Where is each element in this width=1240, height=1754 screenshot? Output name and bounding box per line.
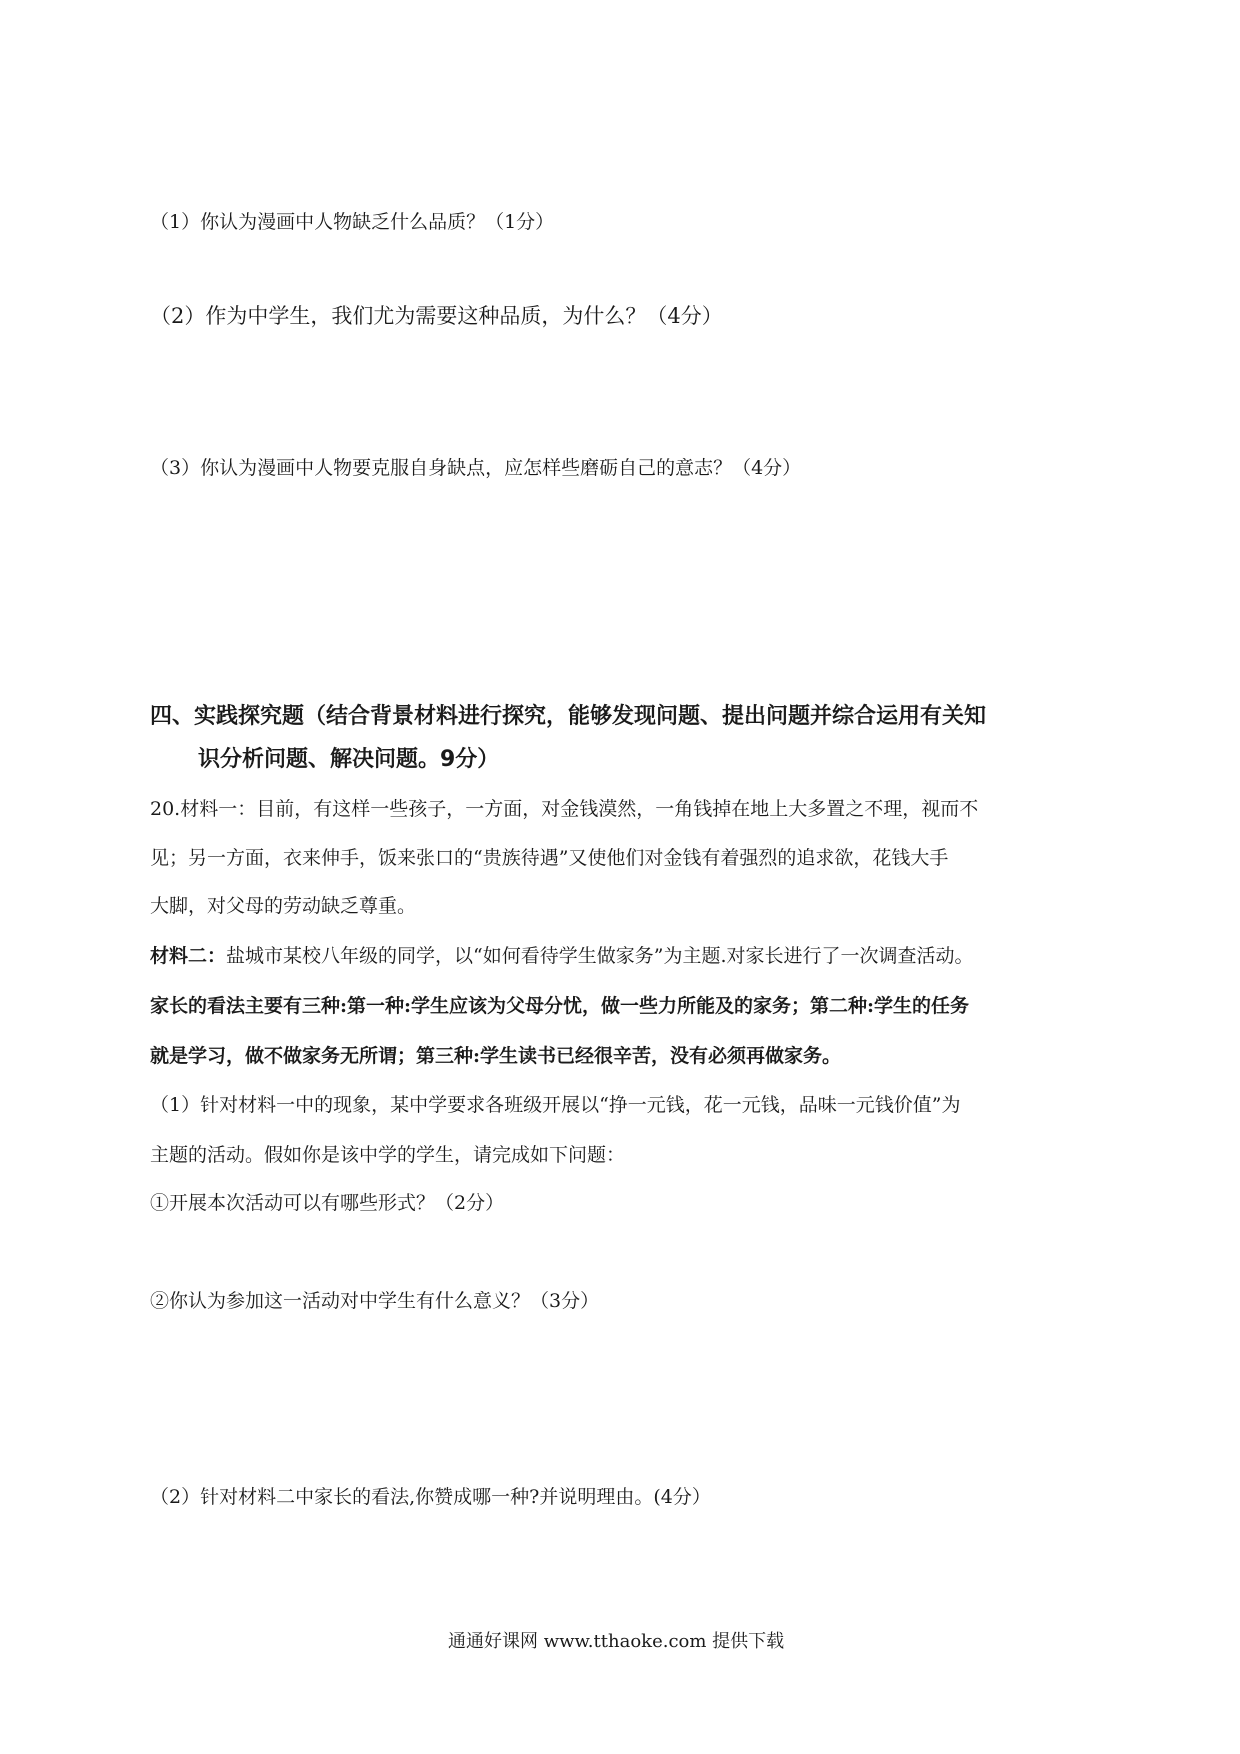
material-1-line-3: 大脚，对父母的劳动缺乏尊重。 <box>150 895 417 917</box>
material-1-line-1: 20.材料一：目前，有这样一些孩子，一方面，对金钱漠然，一角钱掉在地上大多置之不理，视而不 <box>150 798 979 820</box>
material-2-label: 材料二： <box>150 945 227 967</box>
footer-download-note: 通通好课网 www.tthaoke.com 提供下载 <box>448 1631 785 1652</box>
question-3: （3）你认为漫画中人物要克服自身缺点，应怎样些磨砺自己的意志？（4分） <box>150 457 802 479</box>
question-1: （1）你认为漫画中人物缺乏什么品质？（1分） <box>150 211 555 233</box>
sub-question-2: （2）针对材料二中家长的看法,你赞成哪一种?并说明理由。(4分） <box>150 1486 711 1508</box>
sub-question-1-b: ②你认为参加这一活动对中学生有什么意义？（3分） <box>150 1290 600 1312</box>
section-heading-line-2: 识分析问题、解决问题。9分） <box>198 747 500 772</box>
material-1-line-2: 见；另一方面，衣来伸手，饭来张口的“贵族待遇”又使他们对金钱有着强烈的追求欲，花钱大手 <box>150 847 949 869</box>
sub-question-1-line-1: （1）针对材料一中的现象，某中学要求各班级开展以“挣一元钱，花一元钱，品味一元钱价值”为 <box>150 1094 961 1116</box>
material-2-line-3: 就是学习，做不做家务无所谓；第三种:学生读书已经很辛苦，没有必须再做家务。 <box>150 1045 842 1067</box>
sub-question-1-line-2: 主题的活动。假如你是该中学的学生，请完成如下问题： <box>150 1144 626 1166</box>
material-2-line-1 <box>150 944 973 968</box>
material-2-line-2: 家长的看法主要有三种:第一种:学生应该为父母分忧，做一些力所能及的家务；第二种:学生的任务 <box>150 995 970 1017</box>
sub-question-1-a: ①开展本次活动可以有哪些形式？（2分） <box>150 1192 505 1214</box>
section-heading-line-1: 四、实践探究题（结合背景材料进行探究，能够发现问题、提出问题并综合运用有关知 <box>150 704 987 729</box>
material-2-text: 盐城市某校八年级的同学，以“如何看待学生做家务”为主题.对家长进行了一次调查活动。 <box>226 945 974 967</box>
question-2: （2）作为中学生，我们尤为需要这种品质，为什么？（4分） <box>150 304 723 328</box>
